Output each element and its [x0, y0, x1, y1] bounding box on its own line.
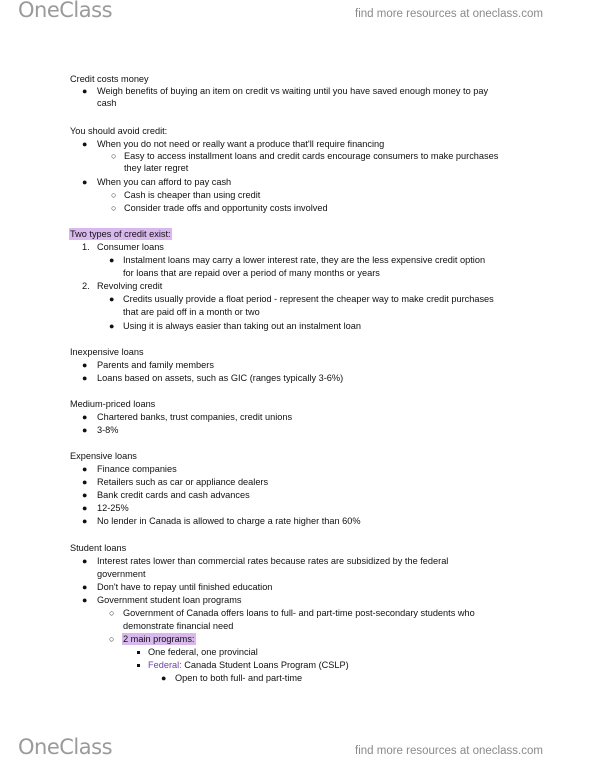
square-bullet — [137, 664, 140, 667]
bullet: ● — [82, 516, 88, 526]
bullet: ● — [82, 86, 88, 96]
section-heading: Credit costs money — [70, 74, 149, 84]
text-line: government — [97, 569, 146, 579]
bullet: ● — [82, 490, 88, 500]
oneclass-logo-footer: OneClass — [18, 735, 113, 759]
bullet: ● — [82, 582, 88, 592]
sub-bullet: ○ — [109, 634, 115, 644]
bullet: ● — [82, 595, 88, 605]
bullet: ● — [82, 373, 88, 383]
text-line: for loans that are repaid over a period of many months or years — [123, 268, 380, 278]
bullet: ● — [82, 360, 88, 370]
text-line: One federal, one provincial — [148, 647, 258, 657]
bullet: ● — [82, 477, 88, 487]
text-line: Government student loan programs — [97, 595, 242, 605]
bullet: ● — [109, 294, 115, 304]
text-line: Consumer loans — [97, 242, 164, 252]
text-line: Weigh benefits of buying an item on credit vs waiting until you have saved enough money to pay — [97, 86, 489, 96]
header-tagline[interactable]: find more resources at oneclass.com — [355, 8, 543, 20]
text-line: Retailers such as car or appliance dealers — [97, 477, 269, 487]
sub-bullet: ○ — [111, 151, 117, 161]
list-number: 1. — [82, 242, 90, 252]
bullet: ● — [82, 177, 88, 187]
text-line: No lender in Canada is allowed to charge a rate higher than 60% — [97, 516, 361, 526]
sub-bullet: ○ — [111, 203, 117, 213]
text-line: they later regret — [124, 163, 189, 173]
square-bullet — [137, 651, 140, 654]
text-line: 3-8% — [97, 425, 119, 435]
text-line — [148, 659, 349, 671]
bullet: ● — [82, 139, 88, 149]
bullet: ● — [109, 321, 115, 331]
sub-bullet: ○ — [109, 608, 115, 618]
text-line: When you do not need or really want a produce that'll require financing — [97, 139, 385, 149]
text-line: Easy to access installment loans and credit cards encourage consumers to make purchases — [124, 151, 499, 161]
bullet: ● — [109, 255, 115, 265]
text-line: demonstrate financial need — [123, 621, 234, 631]
cslp-text: Canada Student Loans Program (CSLP) — [181, 660, 349, 670]
bullet: ● — [82, 412, 88, 422]
footer-tagline[interactable]: find more resources at oneclass.com — [355, 745, 543, 757]
text-line: Parents and family members — [97, 360, 214, 370]
bullet: ● — [82, 556, 88, 566]
list-number: 2. — [82, 281, 90, 291]
oneclass-logo: OneClass — [18, 0, 113, 22]
bullet: ● — [161, 673, 167, 683]
text-line: 12-25% — [97, 503, 129, 513]
section-heading-highlighted: Two types of credit exist: — [70, 229, 171, 239]
text-line: Consider trade offs and opportunity costs involved — [124, 203, 328, 213]
text-line: Cash is cheaper than using credit — [124, 190, 261, 200]
section-heading: You should avoid credit: — [70, 126, 168, 136]
bullet: ● — [82, 503, 88, 513]
highlighted-text: 2 main programs: — [123, 634, 195, 644]
text-line: Credits usually provide a float period - represent the cheaper way to make credit purchases — [123, 294, 494, 304]
text-line: Chartered banks, trust companies, credit unions — [97, 412, 293, 422]
text-line: Government of Canada offers loans to full- and part-time post-secondary students who — [123, 608, 475, 618]
text-line: Open to both full- and part-time — [175, 673, 303, 683]
text-line: Don't have to repay until finished education — [97, 582, 273, 592]
section-heading: Student loans — [70, 543, 127, 553]
section-heading: Medium-priced loans — [70, 399, 156, 409]
text-line: Revolving credit — [97, 281, 163, 291]
text-line: cash — [97, 98, 117, 108]
text-line: Finance companies — [97, 464, 177, 474]
text-line: Bank credit cards and cash advances — [97, 490, 250, 500]
text-line: Interest rates lower than commercial rates because rates are subsidized by the federal — [97, 556, 449, 566]
text-line: that are paid off in a month or two — [123, 307, 260, 317]
bullet: ● — [82, 464, 88, 474]
text-line: Instalment loans may carry a lower interest rate, they are the less expensive credit option — [123, 255, 486, 265]
federal-label: Federal: — [148, 660, 182, 670]
text-line: When you can afford to pay cash — [97, 177, 232, 187]
text-line: Using it is always easier than taking out an instalment loan — [123, 321, 361, 331]
bullet: ● — [82, 425, 88, 435]
section-heading: Inexpensive loans — [70, 347, 144, 357]
sub-bullet: ○ — [111, 190, 117, 200]
section-heading: Expensive loans — [70, 451, 137, 461]
text-line: Loans based on assets, such as GIC (ranges typically 3-6%) — [97, 373, 344, 383]
